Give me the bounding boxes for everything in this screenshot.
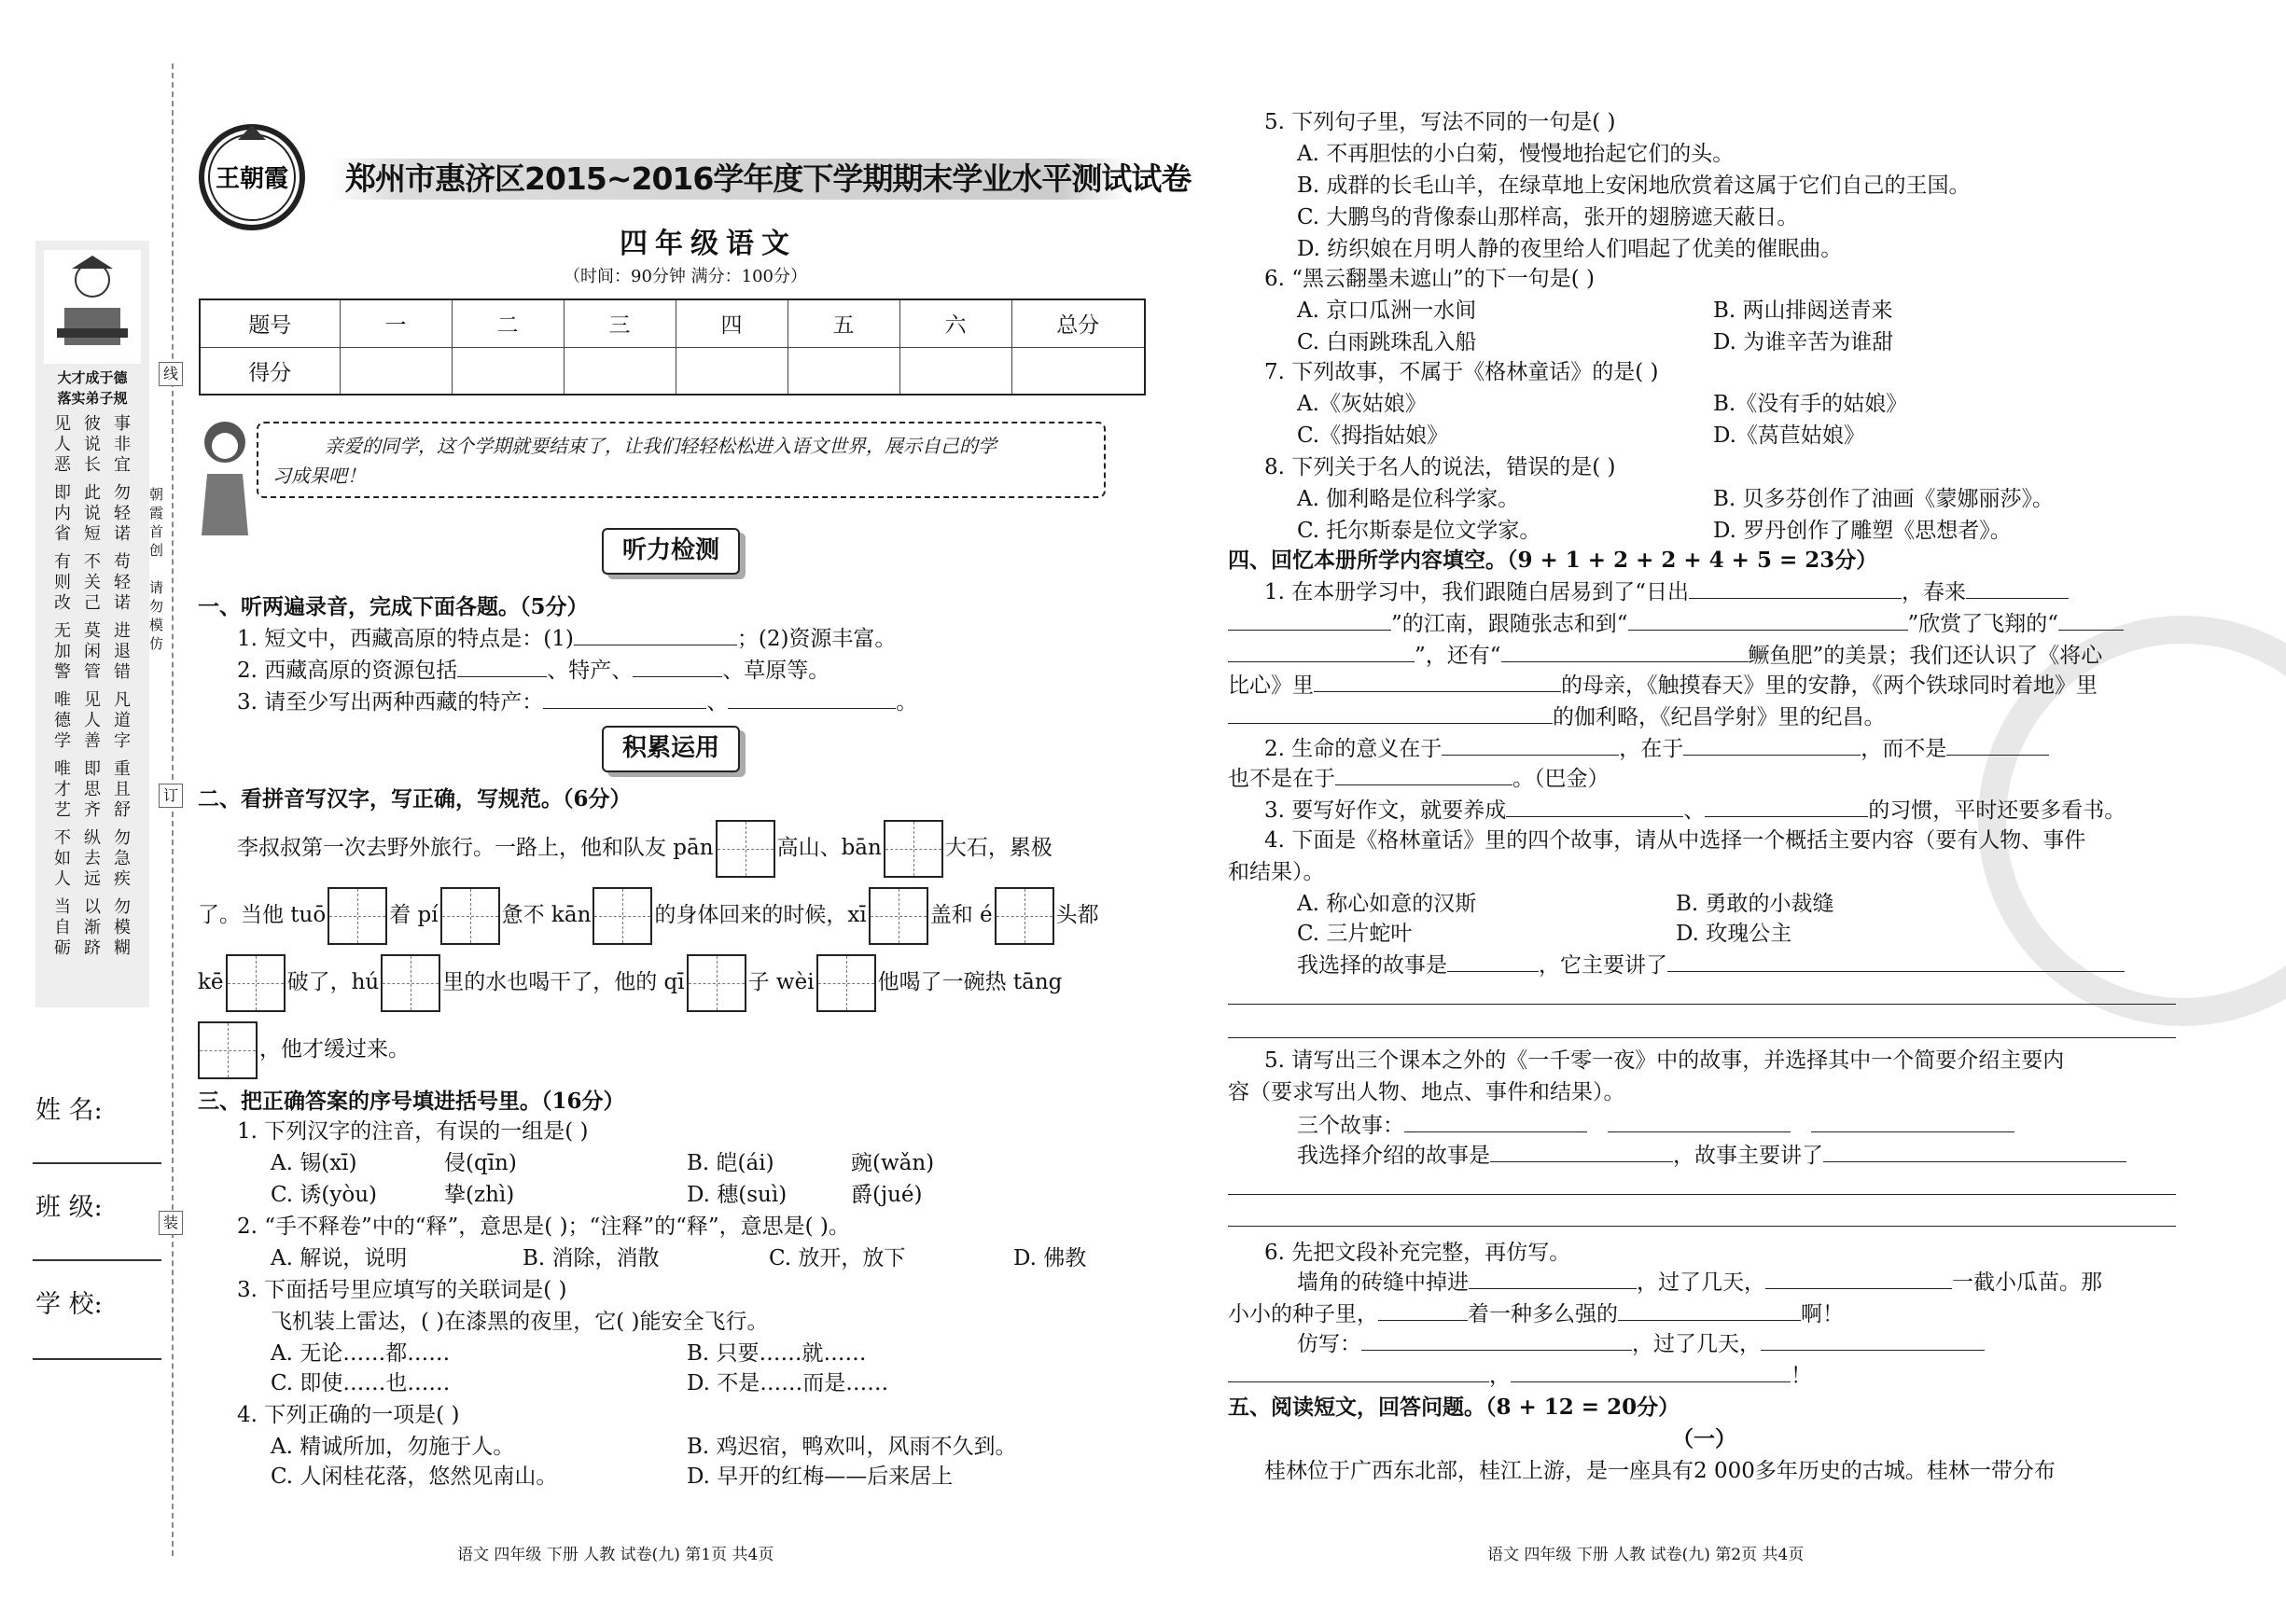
q3-stem: 3. 下面括号里应填写的关联词是( ) (237, 1278, 567, 1302)
score-col-3: 三 (564, 299, 676, 347)
q8-stem: 8. 下列关于名人的说法，错误的是( ) (1264, 455, 1616, 479)
q7-option-c[interactable]: C.《拇指姑娘》 (1297, 423, 1449, 448)
answer-blank[interactable] (1378, 1298, 1468, 1321)
score-cell[interactable] (564, 347, 676, 395)
fill-2-line-2: 也不是在于 。（巴金） (1228, 763, 1610, 795)
q2-option-b[interactable]: B. 消除，消散 (523, 1246, 660, 1270)
char-box[interactable] (716, 820, 775, 878)
intro-line-2: 习成果吧！ (272, 465, 366, 487)
q5-option-a[interactable]: A. 不再胆怯的小白菊，慢慢地抬起它们的头。 (1297, 142, 1735, 166)
fill-1-line-3: ”，还有“ 鳜鱼肥”的美景；我们还认识了《将心 (1228, 640, 2102, 672)
verse-column-2: 彼说长 此说短 不关己 莫闲管 见人善 即思齐 纵去远 以渐跻 (84, 414, 101, 958)
section-3-heading: 三、把正确答案的序号填进括号里。（16分） (198, 1089, 625, 1114)
q2-option-a[interactable]: A. 解说，说明 (271, 1246, 408, 1270)
q3-option-a[interactable]: A. 无论……都…… (271, 1341, 451, 1366)
q5-option-c[interactable]: C. 大鹏鸟的背像泰山那样高，张开的翅膀遮天蔽日。 (1297, 205, 1799, 229)
char-box[interactable] (816, 954, 876, 1012)
q5-option-d[interactable]: D. 纺织娘在月明人静的夜里给人们唱起了优美的催眠曲。 (1297, 237, 1843, 261)
answer-blank[interactable] (1228, 1360, 1489, 1382)
char-box[interactable] (381, 954, 440, 1012)
answer-blank[interactable] (2058, 608, 2124, 631)
q7-option-d[interactable]: D.《莴苣姑娘》 (1713, 423, 1865, 448)
q1-option-d2: 爵(jué) (851, 1183, 923, 1207)
answer-blank[interactable] (1765, 1267, 1952, 1289)
intro-line-1: 亲爱的同学，这个学期就要结束了，让我们轻轻松松进入语文世界，展示自己的学 (325, 435, 997, 457)
score-col-total: 总分 (1011, 299, 1145, 347)
answer-blank[interactable] (1335, 763, 1512, 785)
girl-illustration (198, 418, 252, 539)
answer-blank[interactable] (633, 655, 722, 677)
section-label-accumulation: 积累运用 (602, 726, 740, 772)
q6-stem: 6. “黑云翻墨未遮山”的下一句是( ) (1264, 267, 1596, 291)
q8-option-d[interactable]: D. 罗丹创作了雕塑《思想者》。 (1713, 519, 2012, 543)
section-2-heading: 二、看拼音写汉字，写正确，写规范。（6分） (198, 786, 632, 812)
fill-5-stories: 三个故事： (1297, 1110, 2014, 1142)
section-label-listening: 听力检测 (602, 528, 740, 575)
fill-1-line-2: ”的江南，跟随张志和到“ ”欣赏了飞翔的“ (1228, 608, 2124, 640)
copyright-note-1: 朝霞首创 (149, 486, 164, 559)
q8-option-b[interactable]: B. 贝多芬创作了油画《蒙娜丽莎》。 (1713, 487, 2055, 511)
answer-blank[interactable] (1628, 608, 1908, 631)
score-cell[interactable] (788, 347, 899, 395)
cut-label-zhuang: 装 (159, 1211, 183, 1235)
q3-option-c[interactable]: C. 即使……也…… (271, 1371, 451, 1395)
answer-blank[interactable] (1618, 1298, 1801, 1321)
pinyin-line-3: kē 破了，hú 里的水也喝干了，他的 qī 子 wèi 他喝了一碗热 tāng (198, 951, 1062, 1013)
answer-line[interactable] (1228, 1037, 2176, 1038)
score-col-label: 题号 (200, 299, 340, 347)
q3-option-b[interactable]: B. 只要……就…… (687, 1341, 867, 1366)
answer-blank[interactable] (543, 687, 706, 709)
answer-blank[interactable] (1404, 1110, 1587, 1132)
fill-5-line-1: 5. 请写出三个课本之外的《一千零一夜》中的故事，并选择其中一个简要介绍主要内 (1264, 1048, 2065, 1073)
fill-4-option-c[interactable]: C. 三片蛇叶 (1297, 922, 1413, 946)
section-4-heading: 四、回忆本册所学内容填空。（9 + 1 + 2 + 2 + 4 + 5 = 23分） (1228, 548, 1878, 573)
q2-stem: 2. “手不释卷”中的“释”，意思是( )；“注释”的“释”，意思是( )。 (237, 1215, 850, 1239)
pinyin-line-2: 了。当他 tuō 着 pí 惫不 kān 的身体回来的时候，xī 盖和 é 头都 (198, 884, 1099, 946)
s1-q3: 3. 请至少写出两种西藏的特产： 、 。 (237, 687, 917, 718)
score-header-row (200, 299, 1145, 347)
q2-option-c[interactable]: C. 放开，放下 (769, 1246, 906, 1270)
q5-option-b[interactable]: B. 成群的长毛山羊，在绿草地上安闲地欣赏着这属于它们自己的王国。 (1297, 174, 1971, 198)
q3-option-d[interactable]: D. 不是……而是…… (687, 1371, 889, 1395)
fill-6-line-4: ， ！ (1228, 1360, 1812, 1392)
fill-4-option-b[interactable]: B. 勇敢的小裁缝 (1676, 892, 1834, 916)
svg-text:王朝霞: 王朝霞 (215, 165, 289, 193)
score-col-6: 六 (899, 299, 1011, 347)
verse-column-1: 见人恶 即内省 有则改 无加警 唯德学 唯才艺 不如人 当自砺 (54, 414, 71, 958)
reading-part-label: （一） (1672, 1426, 1736, 1451)
answer-blank[interactable] (1705, 795, 1868, 817)
answer-line[interactable] (1228, 1226, 2176, 1227)
copyright-note-2: 请勿模仿 (149, 579, 164, 652)
q7-option-b[interactable]: B.《没有手的姑娘》 (1713, 392, 1908, 416)
answer-blank[interactable] (1761, 1328, 1985, 1351)
q8-option-c[interactable]: C. 托尔斯泰是位文学家。 (1297, 519, 1541, 543)
motto-line-2: 落实弟子规 (57, 390, 128, 407)
answer-line[interactable] (1228, 1004, 2176, 1005)
fill-6-line-2: 小小的种子里， 着一种多么强的 啊！ (1228, 1298, 1844, 1330)
answer-blank[interactable] (574, 623, 737, 645)
fill-6-line-1: 墙角的砖缝中掉进 ，过了几天， 一截小瓜苗。那 (1297, 1267, 2102, 1298)
fill-1-line-5: 的伽利略，《纪昌学射》里的纪昌。 (1228, 701, 1886, 733)
q1-option-b2: 豌(wǎn) (851, 1151, 935, 1175)
answer-blank[interactable] (1506, 795, 1683, 817)
score-col-5: 五 (788, 299, 899, 347)
char-box[interactable] (995, 887, 1054, 945)
q1-option-a[interactable]: A. 锡(xī) (271, 1151, 357, 1175)
q8-option-a[interactable]: A. 伽利略是位科学家。 (1297, 487, 1520, 511)
score-col-4: 四 (676, 299, 788, 347)
school-label: 学 校: (35, 1290, 103, 1319)
answer-blank[interactable] (1946, 733, 2049, 756)
q4-option-d[interactable]: D. 早开的红梅——后来居上 (687, 1464, 954, 1489)
cut-label-ding: 订 (159, 784, 183, 808)
score-row-label: 得分 (200, 347, 340, 395)
publisher-logo (191, 112, 313, 233)
fill-4-option-a[interactable]: A. 称心如意的汉斯 (1297, 892, 1477, 916)
score-col-1: 一 (340, 299, 452, 347)
answer-blank[interactable] (1361, 1328, 1632, 1351)
score-col-2: 二 (452, 299, 564, 347)
pinyin-line-4: ，他才缓过来。 (196, 1019, 410, 1080)
q3-sentence: 飞机装上雷达，( )在漆黑的夜里，它( )能安全飞行。 (271, 1310, 769, 1334)
score-value-row (200, 347, 1145, 395)
answer-blank[interactable] (1667, 950, 2125, 972)
q6-option-a[interactable]: A. 京口瓜洲一水间 (1297, 298, 1477, 323)
q1-option-c2: 挚(zhì) (444, 1183, 515, 1207)
char-box[interactable] (198, 1021, 258, 1079)
q6-option-c[interactable]: C. 白雨跳珠乱入船 (1297, 330, 1477, 354)
q6-option-d[interactable]: D. 为谁辛苦为谁甜 (1713, 330, 1894, 354)
sidebar-motto-panel (35, 241, 149, 1007)
school-field[interactable] (33, 1358, 161, 1360)
answer-blank[interactable] (1966, 576, 2069, 599)
scholar-illustration (44, 250, 141, 364)
answer-blank[interactable] (1683, 733, 1861, 756)
q1-stem: 1. 下列汉字的注音，有误的一组是( ) (237, 1119, 589, 1144)
answer-blank[interactable] (1501, 640, 1749, 662)
score-cell[interactable] (340, 347, 452, 395)
fill-5-line-2: 容（要求写出人物、地点、事件和结果）。 (1228, 1080, 1625, 1104)
answer-blank[interactable] (1314, 670, 1561, 692)
answer-blank[interactable] (1228, 640, 1415, 662)
score-cell[interactable] (1011, 347, 1145, 395)
score-cell[interactable] (899, 347, 1011, 395)
q4-stem: 4. 下列正确的一项是( ) (237, 1403, 460, 1427)
answer-blank[interactable] (1490, 1140, 1673, 1162)
char-box[interactable] (869, 887, 928, 945)
answer-blank[interactable] (728, 687, 896, 709)
q1-option-d[interactable]: D. 穗(suì) (687, 1183, 788, 1207)
q6-option-b[interactable]: B. 两山排闼送青来 (1713, 298, 1893, 323)
score-cell[interactable] (676, 347, 788, 395)
s1-q1: 1. 短文中，西藏高原的特点是：(1) ；(2)资源丰富。 (237, 623, 896, 655)
fill-4-line-1: 4. 下面是《格林童话》里的四个故事，请从中选择一个概括主要内容（要有人物、事件 (1264, 828, 2086, 853)
answer-blank[interactable] (1447, 950, 1539, 972)
answer-blank[interactable] (457, 655, 547, 677)
fill-6-stem: 6. 先把文段补充完整，再仿写。 (1264, 1241, 1571, 1265)
fill-6-line-3: 仿写： ，过了几天， (1297, 1328, 1985, 1360)
char-box[interactable] (440, 887, 500, 945)
score-table (199, 298, 1146, 396)
answer-blank[interactable] (1511, 1360, 1791, 1382)
fill-4-line-2: 和结果）。 (1228, 860, 1325, 884)
q1-option-b[interactable]: B. 皑(ái) (687, 1151, 774, 1175)
char-box[interactable] (687, 954, 746, 1012)
answer-blank[interactable] (1228, 608, 1391, 631)
reading-passage: 桂林位于广西东北部，桂江上游，是一座具有2 000多年历史的古城。桂林一带分布 (1264, 1459, 2056, 1483)
dizigui-verses (35, 414, 149, 966)
fill-1-line-4: 比心》里 的母亲，《触摸春天》里的安静，《两个铁球同时着地》里 (1228, 670, 2098, 701)
fill-4-option-d[interactable]: D. 玫瑰公主 (1676, 922, 1792, 946)
answer-blank[interactable] (1442, 733, 1619, 756)
name-label: 姓 名: (35, 1096, 103, 1125)
char-box[interactable] (592, 887, 652, 945)
class-label: 班 级: (35, 1193, 103, 1222)
answer-blank[interactable] (1608, 1110, 1791, 1132)
score-cell[interactable] (452, 347, 564, 395)
answer-blank[interactable] (1689, 576, 1902, 599)
answer-blank[interactable] (1469, 1267, 1637, 1289)
section-1-heading: 一、听两遍录音，完成下面各题。（5分） (198, 594, 589, 619)
subject-title: 四年级语文 (620, 228, 797, 260)
q5-stem: 5. 下列句子里，写法不同的一句是( ) (1264, 110, 1616, 134)
q4-option-b[interactable]: B. 鸡迟宿，鸭欢叫，风雨不久到。 (687, 1435, 1017, 1459)
q1-option-c[interactable]: C. 诱(yòu) (271, 1183, 378, 1207)
pinyin-line-1: 李叔叔第一次去野外旅行。一路上，他和队友 pān 高山、bān 大石，累极 (237, 817, 1052, 879)
exam-time-info: （时间：90分钟 满分：100分） (564, 267, 807, 286)
char-box[interactable] (226, 954, 286, 1012)
page-footer-right: 语文 四年级 下册 人教 试卷(九) 第2页 共4页 (1487, 1546, 1805, 1564)
cut-label-line: 线 (159, 362, 183, 386)
q2-option-d[interactable]: D. 佛教 (1013, 1246, 1087, 1270)
fill-2-line-1: 2. 生命的意义在于 ，在于 ，而不是 (1264, 733, 2049, 765)
fill-3: 3. 要写好作文，就要养成 、 的习惯，平时还要多看书。 (1264, 795, 2126, 826)
section-5-heading: 五、阅读短文，回答问题。（8 + 12 = 20分） (1228, 1395, 1680, 1420)
answer-blank[interactable] (1228, 701, 1553, 724)
s1-q2: 2. 西藏高原的资源包括 、特产、 、草原等。 (237, 655, 829, 687)
verse-column-3: 事非宜 勿轻诺 苟轻诺 进退错 凡道字 重且舒 勿急疾 勿模糊 (114, 414, 131, 958)
exam-title: 郑州市惠济区2015~2016学年度下学期期末学业水平测试试卷 (345, 160, 1192, 197)
q7-stem: 7. 下列故事，不属于《格林童话》的是( ) (1264, 360, 1659, 384)
page-footer-left: 语文 四年级 下册 人教 试卷(九) 第1页 共4页 (457, 1546, 774, 1564)
motto-line-1: 大才成于德 (57, 369, 128, 386)
char-box[interactable] (328, 887, 387, 945)
binding-cut-line (172, 63, 174, 1556)
fill-5-choice: 我选择介绍的故事是 ，故事主要讲了 (1297, 1140, 2126, 1172)
q4-option-c[interactable]: C. 人闲桂花落，悠然见南山。 (271, 1464, 558, 1489)
answer-blank[interactable] (1811, 1110, 2014, 1132)
q1-option-a2: 侵(qīn) (444, 1151, 517, 1175)
fill-1-line-1: 1. 在本册学习中，我们跟随白居易到了“日出 ，春来 (1264, 576, 2069, 608)
name-field[interactable] (33, 1162, 161, 1164)
fill-4-answer: 我选择的故事是 ，它主要讲了 (1297, 950, 2125, 981)
q4-option-a[interactable]: A. 精诚所加，勿施于人。 (271, 1435, 515, 1459)
char-box[interactable] (884, 820, 943, 878)
answer-blank[interactable] (1823, 1140, 2126, 1162)
q7-option-a[interactable]: A.《灰姑娘》 (1297, 392, 1427, 416)
class-field[interactable] (33, 1259, 161, 1261)
answer-line[interactable] (1228, 1194, 2176, 1195)
